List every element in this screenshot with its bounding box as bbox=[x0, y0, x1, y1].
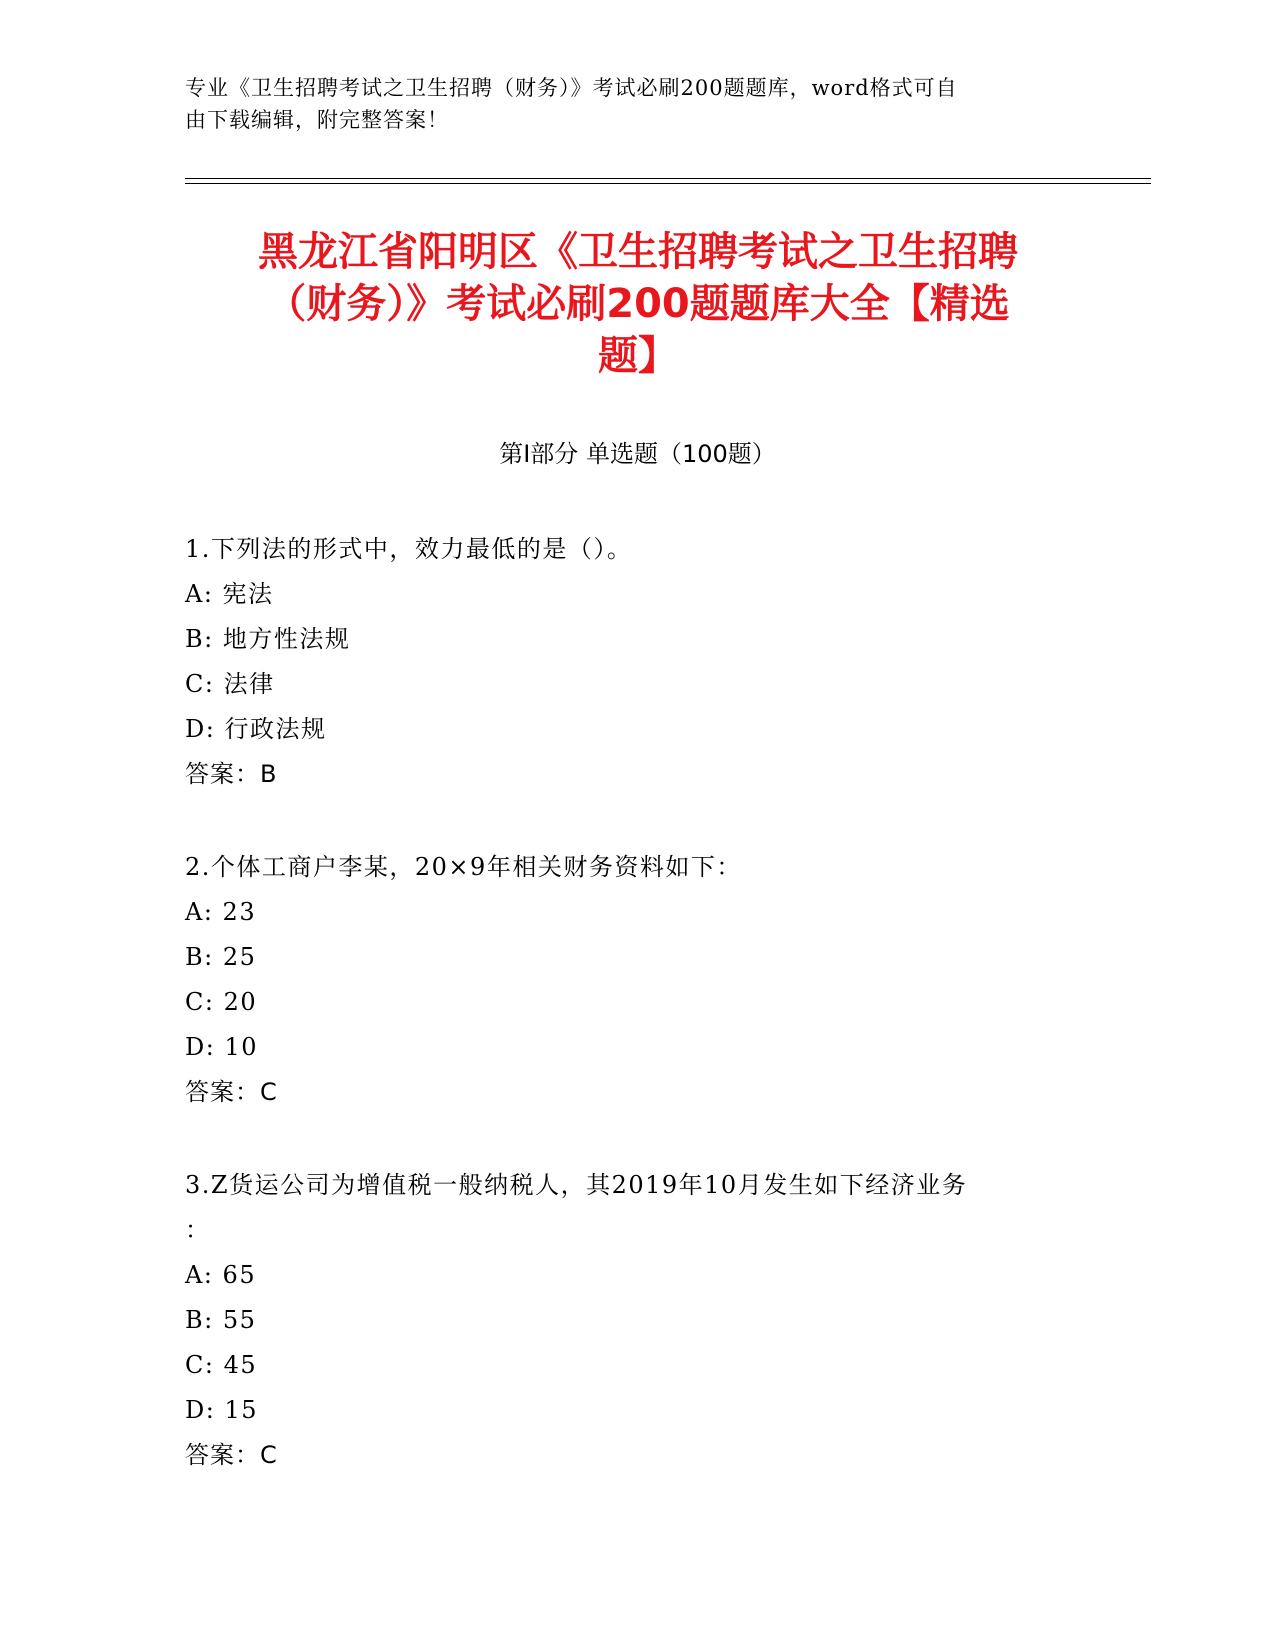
option-a: A: 65 bbox=[185, 1261, 257, 1289]
question-stem: 3.Z货运公司为增值税一般纳税人，其2019年10月发生如下经济业务 bbox=[185, 1171, 968, 1199]
option-d: D: 10 bbox=[185, 1033, 258, 1061]
question-stem: 1.下列法的形式中，效力最低的是（）。 bbox=[185, 535, 633, 563]
header-note-line-1: 专业《卫生招聘考试之卫生招聘（财务）》考试必刷200题题库，word格式可自 bbox=[185, 76, 958, 100]
document-title-line-1: 黑龙江省阳明区《卫生招聘考试之卫生招聘 bbox=[258, 229, 1018, 275]
question-stem-continued: ： bbox=[185, 1216, 211, 1244]
option-b: B: 25 bbox=[185, 943, 257, 971]
document-title bbox=[170, 226, 1106, 382]
option-b: B: 地方性法规 bbox=[185, 625, 351, 653]
document-title-line-2: （财务）》考试必刷200题题库大全【精选 bbox=[266, 281, 1010, 327]
header-divider-top bbox=[185, 178, 1151, 179]
header-note bbox=[185, 72, 1065, 136]
section-title: 第Ⅰ部分 单选题（100题） bbox=[499, 440, 776, 468]
option-b: B: 55 bbox=[185, 1306, 257, 1334]
option-d: D: 15 bbox=[185, 1396, 258, 1424]
question-2 bbox=[185, 845, 1085, 1115]
option-c: C: 20 bbox=[185, 988, 258, 1016]
document-title-line-3: 题】 bbox=[598, 333, 678, 379]
answer: 答案：C bbox=[185, 1078, 278, 1106]
option-d: D: 行政法规 bbox=[185, 715, 327, 743]
question-1 bbox=[185, 527, 1085, 797]
question-3 bbox=[185, 1163, 1085, 1478]
option-a: A: 23 bbox=[185, 898, 257, 926]
question-stem: 2.个体工商户李某，20×9年相关财务资料如下： bbox=[185, 853, 742, 881]
answer: 答案：B bbox=[185, 760, 278, 788]
answer: 答案：C bbox=[185, 1441, 278, 1469]
header-divider-bottom bbox=[185, 183, 1151, 184]
option-c: C: 45 bbox=[185, 1351, 258, 1379]
option-c: C: 法律 bbox=[185, 670, 275, 698]
option-a: A: 宪法 bbox=[185, 580, 274, 608]
header-note-line-2: 由下载编辑，附完整答案！ bbox=[185, 108, 449, 132]
